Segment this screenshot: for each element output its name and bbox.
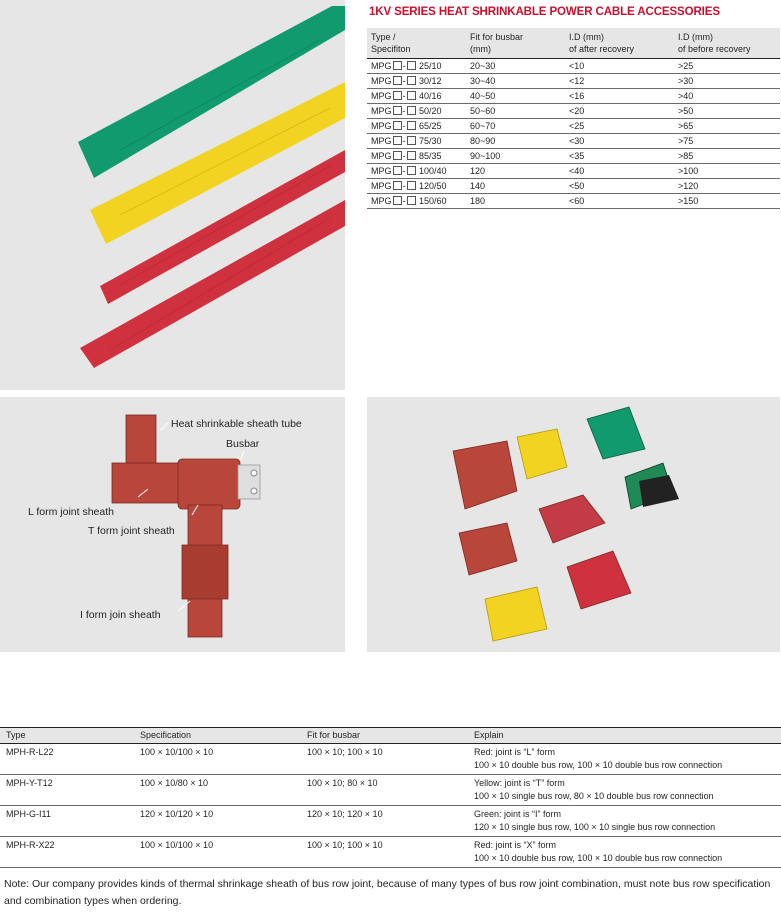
spec-row — [367, 164, 780, 179]
product-fit-cell: 100 × 10; 100 × 10 — [301, 837, 468, 868]
blank-box-icon — [393, 136, 402, 145]
spec-after-cell: <16 — [565, 89, 674, 104]
type-size: 25/10 — [419, 61, 442, 71]
spec-type-cell: MPG - 150/60 — [367, 194, 466, 209]
product-header-row — [0, 728, 781, 744]
blank-box-icon — [407, 121, 416, 130]
type-prefix: MPG — [371, 136, 392, 146]
spec-row — [367, 89, 780, 104]
col-explain-header: Explain — [468, 728, 781, 744]
product-fit-cell: 100 × 10; 100 × 10 — [301, 744, 468, 775]
col-type-header — [367, 28, 466, 59]
spec-fit-cell: 180 — [466, 194, 565, 209]
spec-fit-cell: 40~50 — [466, 89, 565, 104]
spec-type-cell: MPG - 40/16 — [367, 89, 466, 104]
spec-fit-cell: 140 — [466, 179, 565, 194]
spec-before-cell: >65 — [674, 119, 780, 134]
explain-line: Green: joint is “I” form — [474, 809, 562, 819]
spec-row — [367, 134, 780, 149]
product-spec-cell: 100 × 10/80 × 10 — [134, 775, 301, 806]
spec-row — [367, 74, 780, 89]
spec-type-cell: MPG - 75/30 — [367, 134, 466, 149]
tubes-photo — [0, 0, 345, 390]
spec-fit-cell: 60~70 — [466, 119, 565, 134]
product-explain-cell — [468, 775, 781, 806]
sheath-products-illustration — [367, 397, 780, 652]
header-text: of before recovery — [678, 44, 751, 54]
blank-box-icon — [407, 76, 416, 85]
type-size: 65/25 — [419, 121, 442, 131]
spec-after-cell: <30 — [565, 134, 674, 149]
spec-before-cell: >85 — [674, 149, 780, 164]
col-after-header — [565, 28, 674, 59]
blank-box-icon — [407, 136, 416, 145]
blank-box-icon — [407, 181, 416, 190]
type-size: 40/16 — [419, 91, 442, 101]
spec-after-cell: <60 — [565, 194, 674, 209]
product-fit-cell: 120 × 10; 120 × 10 — [301, 806, 468, 837]
type-prefix: MPG — [371, 166, 392, 176]
blank-box-icon — [393, 106, 402, 115]
spec-before-cell: >30 — [674, 74, 780, 89]
blank-box-icon — [393, 181, 402, 190]
blank-box-icon — [393, 61, 402, 70]
blank-box-icon — [407, 166, 416, 175]
blank-box-icon — [393, 91, 402, 100]
spec-before-cell: >50 — [674, 104, 780, 119]
product-spec-cell: 100 × 10/100 × 10 — [134, 837, 301, 868]
header-text: I.D (mm) — [569, 32, 604, 42]
col-spec-header: Specification — [134, 728, 301, 744]
spec-row — [367, 59, 780, 74]
spec-row — [367, 194, 780, 209]
spec-type-cell: MPG - 85/35 — [367, 149, 466, 164]
spec-type-cell: MPG - 100/40 — [367, 164, 466, 179]
type-size: 150/60 — [419, 196, 447, 206]
type-prefix: MPG — [371, 121, 392, 131]
type-size: 85/35 — [419, 151, 442, 161]
spec-header-row — [367, 28, 780, 59]
spec-type-cell: MPG - 30/12 — [367, 74, 466, 89]
spec-before-cell: >120 — [674, 179, 780, 194]
type-prefix: MPG — [371, 61, 392, 71]
header-text: Type / — [371, 32, 396, 42]
product-table — [0, 727, 781, 868]
spec-row — [367, 119, 780, 134]
explain-line: 100 × 10 double bus row, 100 × 10 double bus row connection — [474, 760, 723, 770]
spec-type-cell: MPG - 25/10 — [367, 59, 466, 74]
product-row — [0, 806, 781, 837]
type-size: 100/40 — [419, 166, 447, 176]
spec-row — [367, 179, 780, 194]
explain-line: Red: joint is “X” form — [474, 840, 557, 850]
product-spec-cell: 120 × 10/120 × 10 — [134, 806, 301, 837]
header-text: (mm) — [470, 44, 491, 54]
product-explain-cell — [468, 837, 781, 868]
spec-fit-cell: 20~30 — [466, 59, 565, 74]
col-before-header — [674, 28, 780, 59]
spec-after-cell: <20 — [565, 104, 674, 119]
label-sheath-tube: Heat shrinkable sheath tube — [171, 418, 302, 430]
blank-box-icon — [393, 166, 402, 175]
spec-table — [367, 28, 780, 209]
product-spec-cell: 100 × 10/100 × 10 — [134, 744, 301, 775]
spec-before-cell: >150 — [674, 194, 780, 209]
type-prefix: MPG — [371, 181, 392, 191]
type-prefix: MPG — [371, 196, 392, 206]
spec-type-cell: MPG - 65/25 — [367, 119, 466, 134]
spec-type-cell: MPG - 120/50 — [367, 179, 466, 194]
spec-before-cell: >100 — [674, 164, 780, 179]
spec-after-cell: <50 — [565, 179, 674, 194]
spec-fit-cell: 120 — [466, 164, 565, 179]
spec-before-cell: >40 — [674, 89, 780, 104]
col-fit-header: Fit for busbar — [301, 728, 468, 744]
heat-shrink-tubes-illustration — [0, 0, 345, 390]
spec-row — [367, 149, 780, 164]
spec-fit-cell: 30~40 — [466, 74, 565, 89]
explain-line: Yellow: joint is “T” form — [474, 778, 565, 788]
header-text: I.D (mm) — [678, 32, 713, 42]
product-fit-cell: 100 × 10; 80 × 10 — [301, 775, 468, 806]
product-row — [0, 775, 781, 806]
product-explain-cell — [468, 744, 781, 775]
header-text: Fit for busbar — [470, 32, 524, 42]
type-prefix: MPG — [371, 106, 392, 116]
col-type-header: Type — [0, 728, 134, 744]
header-text: Specifiton — [371, 44, 411, 54]
label-t-form: T form joint sheath — [88, 525, 175, 537]
spec-after-cell: <35 — [565, 149, 674, 164]
explain-line: Red: joint is “L” form — [474, 747, 556, 757]
type-size: 50/20 — [419, 106, 442, 116]
spec-row — [367, 104, 780, 119]
blank-box-icon — [407, 106, 416, 115]
spec-fit-cell: 50~60 — [466, 104, 565, 119]
product-row — [0, 744, 781, 775]
blank-box-icon — [407, 151, 416, 160]
type-prefix: MPG — [371, 91, 392, 101]
spec-type-cell: MPG - 50/20 — [367, 104, 466, 119]
label-l-form: L form joint sheath — [28, 506, 114, 518]
product-type-cell: MPH-Y-T12 — [0, 775, 134, 806]
spec-before-cell: >75 — [674, 134, 780, 149]
spec-after-cell: <40 — [565, 164, 674, 179]
type-prefix: MPG — [371, 151, 392, 161]
type-size: 120/50 — [419, 181, 447, 191]
spec-before-cell: >25 — [674, 59, 780, 74]
label-busbar: Busbar — [226, 438, 260, 450]
product-explain-cell — [468, 806, 781, 837]
blank-box-icon — [393, 196, 402, 205]
label-i-form: I form join sheath — [80, 609, 161, 621]
products-photo — [367, 397, 780, 652]
col-fit-header — [466, 28, 565, 59]
blank-box-icon — [407, 61, 416, 70]
explain-line: 120 × 10 single bus row, 100 × 10 single bus row connection — [474, 822, 716, 832]
type-size: 30/12 — [419, 76, 442, 86]
blank-box-icon — [407, 196, 416, 205]
explain-line: 100 × 10 double bus row, 100 × 10 double bus row connection — [474, 853, 723, 863]
product-type-cell: MPH-G-I11 — [0, 806, 134, 837]
blank-box-icon — [393, 76, 402, 85]
header-text: of after recovery — [569, 44, 635, 54]
page-title: 1KV SERIES HEAT SHRINKABLE POWER CABLE ACCESSORIES — [369, 6, 720, 18]
product-type-cell: MPH-R-X22 — [0, 837, 134, 868]
product-type-cell: MPH-R-L22 — [0, 744, 134, 775]
spec-fit-cell: 80~90 — [466, 134, 565, 149]
blank-box-icon — [393, 151, 402, 160]
product-row — [0, 837, 781, 868]
blank-box-icon — [407, 91, 416, 100]
spec-after-cell: <25 — [565, 119, 674, 134]
type-prefix: MPG — [371, 76, 392, 86]
type-size: 75/30 — [419, 136, 442, 146]
spec-fit-cell: 90~100 — [466, 149, 565, 164]
explain-line: 100 × 10 single bus row, 80 × 10 double bus row connection — [474, 791, 714, 801]
spec-after-cell: <12 — [565, 74, 674, 89]
ordering-note: Note: Our company provides kinds of thermal shrinkage sheath of bus row joint, because of many types of bus row joint combination, must note bus row specification and combination types when ordering. — [4, 878, 771, 907]
blank-box-icon — [393, 121, 402, 130]
spec-after-cell: <10 — [565, 59, 674, 74]
